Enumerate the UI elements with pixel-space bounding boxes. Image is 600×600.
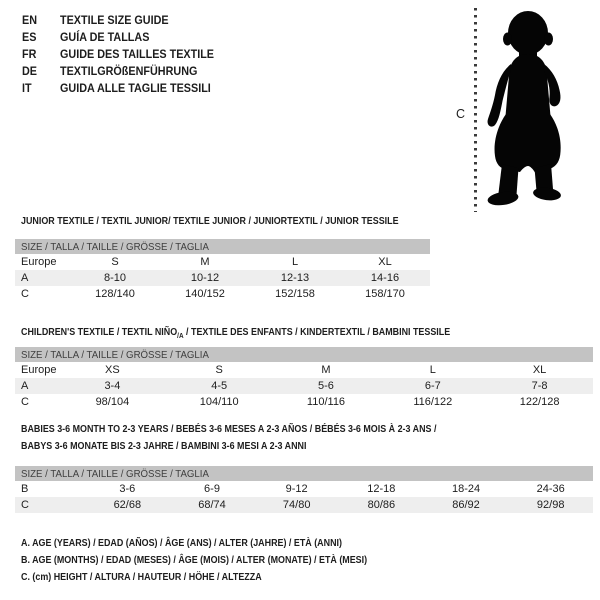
row-label-cell: C bbox=[21, 396, 29, 408]
lang-row-es bbox=[22, 28, 231, 45]
row-label-cell: A bbox=[21, 272, 29, 284]
table-cell: XL bbox=[532, 364, 547, 376]
table-cell: 86/92 bbox=[452, 499, 480, 511]
table-cell: 8-10 bbox=[103, 272, 127, 284]
size-header-label: SIZE / TALLA / TAILLE / GRÖSSE / TAGLIA bbox=[21, 240, 209, 253]
row-label-cell: Europe bbox=[21, 364, 57, 376]
table-cell: XL bbox=[378, 256, 392, 268]
height-dotted-line bbox=[474, 8, 477, 212]
table-cell: 128/140 bbox=[95, 288, 135, 300]
table-cell: M bbox=[321, 364, 331, 376]
babies-heading-line2: BABYS 3-6 MONATE BIS 2-3 JAHRE / BAMBINI 3-6 MESI A 2-3 ANNI bbox=[21, 440, 307, 452]
footnote-text: A. AGE (YEARS) / EDAD (AÑOS) / ÂGE (ANS) / ALTER (JAHRE) / ETÀ (ANNI) bbox=[21, 536, 342, 549]
lang-title: GUIDA ALLE TAGLIE TESSILI bbox=[60, 80, 211, 95]
table-cell: S bbox=[111, 256, 119, 268]
table-cell: 6-7 bbox=[424, 380, 441, 392]
footnote-text: C. (cm) HEIGHT / ALTURA / HAUTEUR / HÖHE / ALTEZZA bbox=[21, 570, 262, 583]
lang-title: GUÍA DE TALLAS bbox=[60, 29, 150, 44]
children-heading-subscript: /A bbox=[177, 330, 184, 340]
babies-size-table bbox=[15, 466, 593, 513]
size-header-label: SIZE / TALLA / TAILLE / GRÖSSE / TAGLIA bbox=[21, 348, 209, 361]
table-cell: 68/74 bbox=[198, 499, 226, 511]
lang-code: DE bbox=[22, 63, 38, 78]
table-cell: 12-18 bbox=[367, 483, 396, 495]
table-cell: 140/152 bbox=[185, 288, 225, 300]
table-cell: 12-13 bbox=[280, 272, 310, 284]
footnote-b bbox=[21, 551, 428, 568]
lang-code: FR bbox=[22, 46, 37, 61]
row-label-cell: A bbox=[21, 380, 29, 392]
table-cell: 10-12 bbox=[190, 272, 220, 284]
babies-heading-line1: BABIES 3-6 MONTH TO 2-3 YEARS / BEBÉS 3-6 MESES A 2-3 AÑOS / BÉBÉS 3-6 MOIS À 2-3 ANS / bbox=[21, 423, 437, 435]
row-label-cell: C bbox=[21, 288, 29, 300]
table-cell: XS bbox=[105, 364, 120, 376]
size-header-bar bbox=[15, 466, 593, 481]
table-cell: 110/116 bbox=[306, 396, 346, 408]
lang-row-en bbox=[22, 11, 231, 28]
lang-code: ES bbox=[22, 29, 37, 44]
table-cell: 24-36 bbox=[536, 483, 565, 495]
table-cell: L bbox=[429, 364, 436, 376]
table-cell: 3-4 bbox=[104, 380, 121, 392]
junior-section-heading: JUNIOR TEXTILE / TEXTIL JUNIOR/ TEXTILE JUNIOR / JUNIORTEXTIL / JUNIOR TESSILE bbox=[21, 215, 399, 227]
children-heading-text: CHILDREN'S TEXTILE / TEXTIL NIÑO bbox=[21, 326, 178, 338]
height-marker-label: C bbox=[456, 107, 466, 121]
size-header-bar bbox=[15, 347, 593, 362]
lang-title: TEXTILGRÖßENFÜHRUNG bbox=[60, 63, 198, 78]
lang-title: TEXTILE SIZE GUIDE bbox=[60, 12, 169, 27]
table-row bbox=[15, 254, 430, 270]
table-cell: 98/104 bbox=[95, 396, 130, 408]
lang-title: GUIDE DES TAILLES TEXTILE bbox=[60, 46, 215, 61]
lang-code: EN bbox=[22, 12, 38, 27]
table-cell: 152/158 bbox=[275, 288, 315, 300]
table-row bbox=[15, 286, 430, 302]
row-label-cell: B bbox=[21, 483, 29, 495]
babies-section-heading bbox=[21, 422, 436, 456]
table-row bbox=[15, 378, 593, 394]
table-row bbox=[15, 497, 593, 513]
footnote-text: B. AGE (MONTHS) / EDAD (MESES) / ÂGE (MOIS) / ALTER (MONATE) / ETÀ (MESI) bbox=[21, 553, 368, 566]
table-cell: 122/128 bbox=[519, 396, 560, 408]
table-cell: 80/86 bbox=[367, 499, 396, 511]
table-cell: 62/68 bbox=[113, 499, 142, 511]
language-title-list bbox=[22, 11, 231, 96]
table-cell: 18-24 bbox=[451, 483, 481, 495]
table-cell: 3-6 bbox=[119, 483, 136, 495]
table-cell: 4-5 bbox=[211, 380, 228, 392]
baby-silhouette-icon bbox=[482, 8, 572, 209]
table-cell: M bbox=[200, 256, 210, 268]
children-size-table bbox=[15, 347, 593, 410]
table-cell: 14-16 bbox=[370, 272, 400, 284]
table-row bbox=[15, 394, 593, 410]
table-row bbox=[15, 481, 593, 497]
size-header-bar bbox=[15, 239, 430, 254]
table-cell: 74/80 bbox=[282, 499, 311, 511]
table-row bbox=[15, 362, 593, 378]
size-header-label: SIZE / TALLA / TAILLE / GRÖSSE / TAGLIA bbox=[21, 467, 209, 480]
table-cell: 6-9 bbox=[204, 483, 220, 495]
children-section-heading bbox=[21, 325, 450, 340]
table-cell: 92/98 bbox=[536, 499, 565, 511]
table-cell: 116/122 bbox=[413, 396, 453, 408]
table-cell: 5-6 bbox=[318, 380, 334, 392]
row-label-cell: Europe bbox=[21, 256, 57, 268]
lang-row-de bbox=[22, 62, 231, 79]
footnote-c bbox=[21, 568, 428, 585]
lang-row-it bbox=[22, 79, 231, 96]
lang-row-fr bbox=[22, 45, 231, 62]
lang-code: IT bbox=[22, 80, 32, 95]
table-row bbox=[15, 270, 430, 286]
table-cell: 9-12 bbox=[285, 483, 308, 495]
junior-size-table bbox=[15, 239, 430, 302]
children-heading-text: / TEXTILE DES ENFANTS / KINDERTEXTIL / BAMBINI TESSILE bbox=[183, 326, 451, 338]
row-label-cell: C bbox=[21, 499, 29, 511]
table-cell: 158/170 bbox=[365, 288, 405, 300]
table-cell: S bbox=[215, 364, 223, 376]
footnote-a bbox=[21, 534, 428, 551]
footnotes bbox=[21, 534, 428, 585]
table-cell: 104/110 bbox=[199, 396, 239, 408]
table-cell: L bbox=[291, 256, 299, 268]
table-cell: 7-8 bbox=[531, 380, 548, 392]
